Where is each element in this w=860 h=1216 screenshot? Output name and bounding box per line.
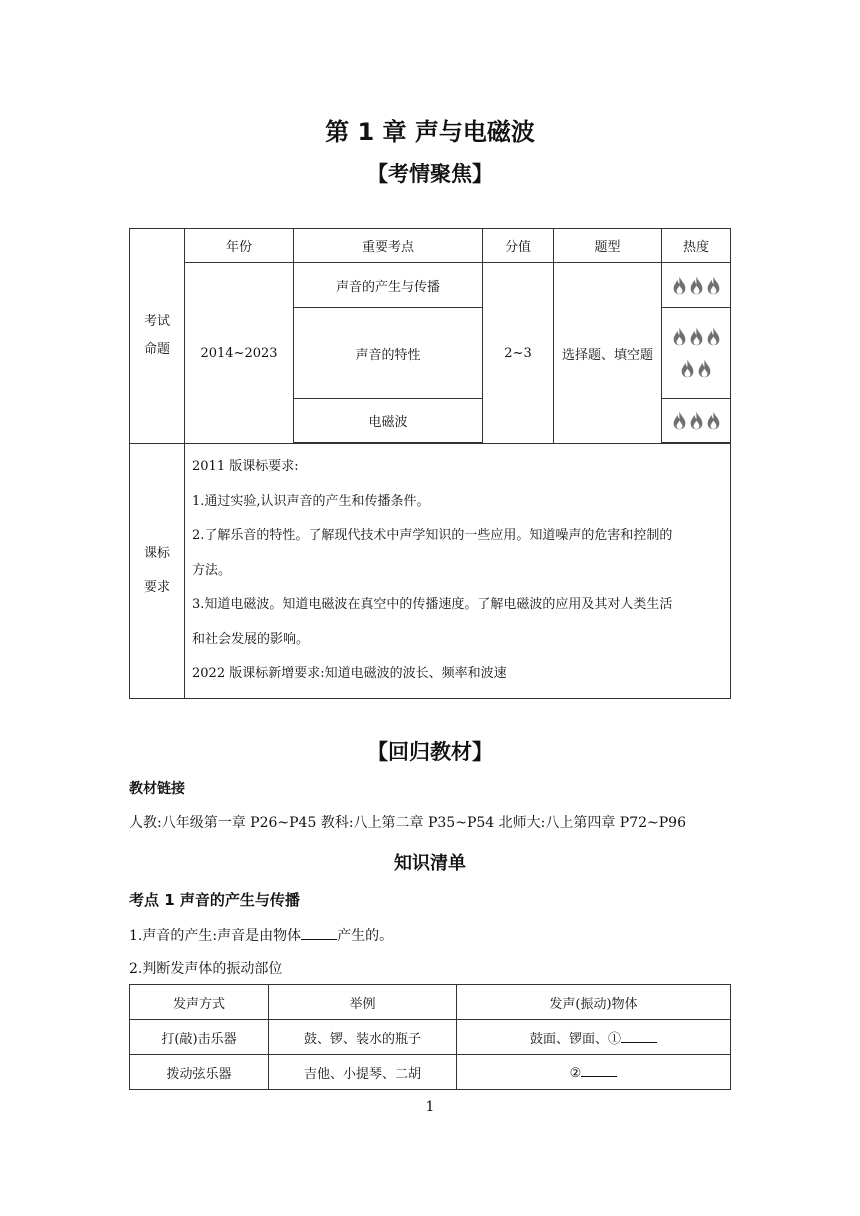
score-cell: 2~3 xyxy=(483,263,554,444)
chapter-title: 第 1 章 声与电磁波 xyxy=(325,118,535,146)
vibration-table xyxy=(129,984,731,1090)
question-type-cell: 选择题、填空题 xyxy=(554,263,662,444)
heat-2 xyxy=(662,308,731,399)
req-label xyxy=(130,444,185,699)
knowledge-list-title: 知识清单 xyxy=(394,853,466,874)
flame-icon xyxy=(706,327,721,346)
heat-1 xyxy=(662,263,731,308)
heat-3 xyxy=(662,399,731,443)
flame-icon xyxy=(697,359,712,378)
item-2: 2.判断发声体的振动部位 xyxy=(129,961,283,977)
vib-row-1-example: 鼓、锣、装水的瓶子 xyxy=(269,1020,457,1055)
flame-icon xyxy=(689,327,704,346)
flame-icon xyxy=(706,411,721,430)
flame-icon xyxy=(672,411,687,430)
item-1 xyxy=(129,925,393,945)
key-point-1: 声音的产生与传播 xyxy=(294,263,483,308)
flame-icon xyxy=(706,276,721,295)
page-number: 1 xyxy=(425,1099,435,1115)
exam-row-label-line2: 命题 xyxy=(143,342,170,357)
flame-icon xyxy=(689,276,704,295)
flame-icon xyxy=(672,276,687,295)
header-year: 年份 xyxy=(185,229,294,263)
topic-1-title: 考点 1 声音的产生与传播 xyxy=(129,891,300,909)
flame-group-3 xyxy=(671,411,722,430)
header-heat: 热度 xyxy=(662,229,731,263)
req-line-7: 2022 版课标新增要求:知道电磁波的波长、频率和波速 xyxy=(192,666,507,681)
year-cell: 2014~2023 xyxy=(185,263,294,444)
vib-header-object: 发声(振动)物体 xyxy=(457,985,731,1020)
vib-row-2-method: 拨动弦乐器 xyxy=(130,1055,269,1090)
req-line-1: 2011 版课标要求: xyxy=(192,459,299,474)
vib-row-2-example: 吉他、小提琴、二胡 xyxy=(269,1055,457,1090)
flame-icon xyxy=(689,411,704,430)
vib-row-2-object xyxy=(457,1055,731,1090)
exam-table xyxy=(129,228,731,699)
flame-group-1 xyxy=(671,276,722,295)
req-label-line1: 课标 xyxy=(143,545,170,561)
req-line-3: 2.了解乐音的特性。了解现代技术中声学知识的一些应用。知道噪声的危害和控制的 xyxy=(192,528,673,543)
exam-row-label-line1: 考试 xyxy=(143,314,170,329)
header-key-point: 重要考点 xyxy=(294,229,483,263)
flame-icon xyxy=(680,359,695,378)
vib-row-1-method: 打(敲)击乐器 xyxy=(130,1020,269,1055)
exam-row-label xyxy=(130,229,185,444)
req-line-5: 3.知道电磁波。知道电磁波在真空中的传播速度。了解电磁波的应用及其对人类生活 xyxy=(192,597,673,612)
vib-row-2-object-text: ② xyxy=(569,1066,582,1081)
req-line-2: 1.通过实验,认识声音的产生和传播条件。 xyxy=(192,493,430,509)
req-label-line2: 要求 xyxy=(143,579,170,595)
vib-row-1-object-text: 鼓面、锣面、① xyxy=(529,1031,621,1047)
flame-group-2 xyxy=(671,325,722,381)
textbook-link-text: 人教:八年级第一章 P26~P45 教科:八上第二章 P35~P54 北师大:八上第四章 P72~P96 xyxy=(129,815,686,831)
req-line-4: 方法。 xyxy=(192,562,232,578)
blank-1[interactable] xyxy=(621,1029,657,1043)
requirements-cell xyxy=(185,444,731,699)
flame-icon xyxy=(672,327,687,346)
vib-header-example: 举例 xyxy=(269,985,457,1020)
vib-row-1-object xyxy=(457,1020,731,1055)
item-1-blank[interactable] xyxy=(301,926,337,940)
key-point-3: 电磁波 xyxy=(294,399,483,443)
header-question-type: 题型 xyxy=(554,229,662,263)
section-heading-exam-focus: 【考情聚焦】 xyxy=(367,162,493,186)
textbook-link-label: 教材链接 xyxy=(129,781,185,797)
header-score: 分值 xyxy=(483,229,554,263)
item-1-prefix: 1.声音的产生:声音是由物体 xyxy=(129,928,302,944)
key-point-2: 声音的特性 xyxy=(294,308,483,399)
req-line-6: 和社会发展的影响。 xyxy=(192,631,310,647)
blank-2[interactable] xyxy=(581,1063,617,1077)
item-1-suffix: 产生的。 xyxy=(337,928,394,944)
section-heading-textbook: 【回归教材】 xyxy=(367,740,493,764)
vib-header-method: 发声方式 xyxy=(130,985,269,1020)
